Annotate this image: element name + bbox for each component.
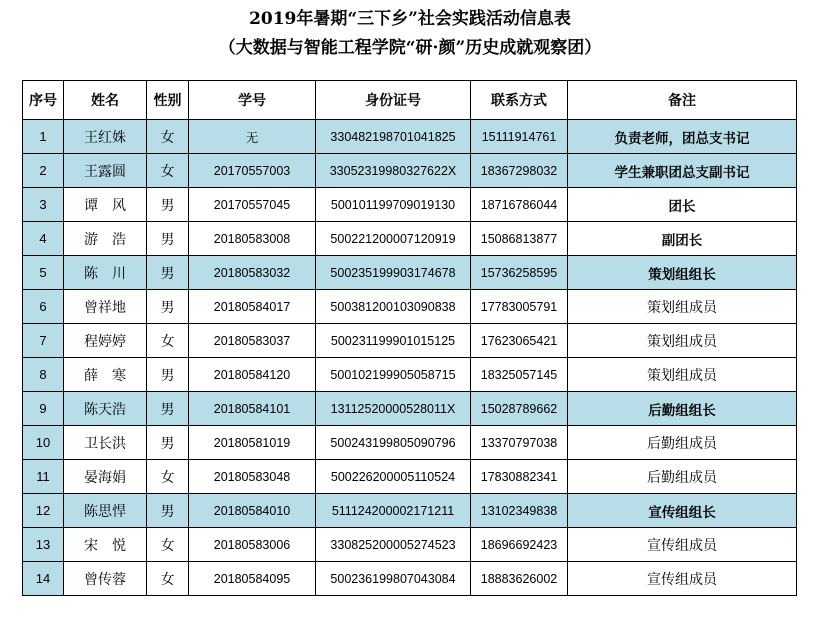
- cell-gender: 男: [147, 290, 189, 324]
- cell-name: 陈天浩: [64, 392, 147, 426]
- header-seq: 序号: [23, 81, 64, 120]
- cell-phone: 18367298032: [471, 154, 568, 188]
- cell-phone: 18696692423: [471, 528, 568, 562]
- cell-id-card: 330482198701041825: [316, 120, 471, 154]
- table-row: [23, 460, 797, 494]
- cell-id-card: 330825200005274523: [316, 528, 471, 562]
- cell-name: 游 浩: [64, 222, 147, 256]
- cell-seq: 9: [23, 392, 64, 426]
- cell-seq: 3: [23, 188, 64, 222]
- cell-phone: 15086813877: [471, 222, 568, 256]
- cell-seq: 11: [23, 460, 64, 494]
- info-table: [22, 80, 797, 596]
- cell-student-id: 20170557003: [189, 154, 316, 188]
- table-row: [23, 528, 797, 562]
- cell-student-id: 20180583037: [189, 324, 316, 358]
- cell-id-card: 500381200103090838: [316, 290, 471, 324]
- cell-id-card: 500226200005110524: [316, 460, 471, 494]
- cell-note: 策划组成员: [568, 324, 797, 358]
- cell-id-card: 500243199805090796: [316, 426, 471, 460]
- cell-note: 宣传组组长: [568, 494, 797, 528]
- cell-note: 策划组成员: [568, 358, 797, 392]
- cell-note: 团长: [568, 188, 797, 222]
- table-row: [23, 562, 797, 596]
- cell-phone: 15736258595: [471, 256, 568, 290]
- header-id-card: 身份证号: [316, 81, 471, 120]
- table-row: [23, 154, 797, 188]
- cell-student-id: 20180584120: [189, 358, 316, 392]
- cell-seq: 10: [23, 426, 64, 460]
- table-row: [23, 426, 797, 460]
- cell-student-id: 20180583032: [189, 256, 316, 290]
- table-row: [23, 494, 797, 528]
- cell-gender: 女: [147, 120, 189, 154]
- header-gender: 性别: [147, 81, 189, 120]
- table-subtitle: （大数据与智能工程学院“研·颜”历史成就观察团）: [218, 38, 602, 58]
- cell-name: 曾传蓉: [64, 562, 147, 596]
- cell-gender: 男: [147, 256, 189, 290]
- cell-gender: 男: [147, 426, 189, 460]
- table-row: [23, 290, 797, 324]
- cell-seq: 2: [23, 154, 64, 188]
- cell-note: 策划组组长: [568, 256, 797, 290]
- cell-name: 王露圆: [64, 154, 147, 188]
- cell-name: 陈 川: [64, 256, 147, 290]
- cell-student-id: 20180584017: [189, 290, 316, 324]
- cell-phone: 13102349838: [471, 494, 568, 528]
- cell-id-card: 500102199905058715: [316, 358, 471, 392]
- cell-seq: 6: [23, 290, 64, 324]
- cell-student-id: 20180584010: [189, 494, 316, 528]
- table-row: [23, 392, 797, 426]
- cell-phone: 17830882341: [471, 460, 568, 494]
- cell-gender: 女: [147, 154, 189, 188]
- cell-name: 晏海娟: [64, 460, 147, 494]
- cell-name: 薛 寒: [64, 358, 147, 392]
- cell-name: 谭 风: [64, 188, 147, 222]
- cell-name: 宋 悦: [64, 528, 147, 562]
- cell-id-card: 13112520000528011X: [316, 392, 471, 426]
- table-row: [23, 324, 797, 358]
- cell-note: 后勤组成员: [568, 460, 797, 494]
- table-title: 2019年暑期“三下乡”社会实践活动信息表: [249, 9, 571, 29]
- cell-gender: 女: [147, 528, 189, 562]
- cell-student-id: 20170557045: [189, 188, 316, 222]
- cell-seq: 1: [23, 120, 64, 154]
- cell-gender: 男: [147, 358, 189, 392]
- header-student-id: 学号: [189, 81, 316, 120]
- cell-id-card: 500231199901015125: [316, 324, 471, 358]
- cell-seq: 4: [23, 222, 64, 256]
- cell-phone: 13370797038: [471, 426, 568, 460]
- cell-seq: 5: [23, 256, 64, 290]
- cell-gender: 女: [147, 562, 189, 596]
- cell-student-id: 无: [189, 120, 316, 154]
- cell-phone: 17623065421: [471, 324, 568, 358]
- cell-seq: 8: [23, 358, 64, 392]
- cell-gender: 男: [147, 494, 189, 528]
- header-note: 备注: [568, 81, 797, 120]
- cell-note: 学生兼职团总支副书记: [568, 154, 797, 188]
- cell-seq: 14: [23, 562, 64, 596]
- table-row: [23, 222, 797, 256]
- cell-note: 后勤组成员: [568, 426, 797, 460]
- cell-id-card: 500101199709019130: [316, 188, 471, 222]
- cell-gender: 男: [147, 222, 189, 256]
- cell-gender: 女: [147, 460, 189, 494]
- cell-note: 副团长: [568, 222, 797, 256]
- cell-name: 陈思悍: [64, 494, 147, 528]
- cell-name: 卫长洪: [64, 426, 147, 460]
- cell-phone: 18325057145: [471, 358, 568, 392]
- table-row: [23, 188, 797, 222]
- cell-id-card: 511124200002171211: [316, 494, 471, 528]
- cell-id-card: 33052319980327622X: [316, 154, 471, 188]
- cell-id-card: 500235199903174678: [316, 256, 471, 290]
- cell-phone: 18716786044: [471, 188, 568, 222]
- cell-phone: 18883626002: [471, 562, 568, 596]
- cell-phone: 17783005791: [471, 290, 568, 324]
- header-phone: 联系方式: [471, 81, 568, 120]
- cell-student-id: 20180583048: [189, 460, 316, 494]
- cell-id-card: 500221200007120919: [316, 222, 471, 256]
- cell-id-card: 500236199807043084: [316, 562, 471, 596]
- cell-gender: 女: [147, 324, 189, 358]
- cell-student-id: 20180584101: [189, 392, 316, 426]
- cell-note: 宣传组成员: [568, 562, 797, 596]
- cell-phone: 15028789662: [471, 392, 568, 426]
- cell-note: 宣传组成员: [568, 528, 797, 562]
- cell-note: 策划组成员: [568, 290, 797, 324]
- cell-student-id: 20180583008: [189, 222, 316, 256]
- cell-note: 负责老师，团总支书记: [568, 120, 797, 154]
- table-row: [23, 120, 797, 154]
- cell-name: 曾祥地: [64, 290, 147, 324]
- cell-student-id: 20180583006: [189, 528, 316, 562]
- cell-student-id: 20180581019: [189, 426, 316, 460]
- cell-gender: 男: [147, 392, 189, 426]
- cell-phone: 15111914761: [471, 120, 568, 154]
- cell-seq: 7: [23, 324, 64, 358]
- header-name: 姓名: [64, 81, 147, 120]
- cell-student-id: 20180584095: [189, 562, 316, 596]
- cell-seq: 13: [23, 528, 64, 562]
- table-row: [23, 358, 797, 392]
- cell-gender: 男: [147, 188, 189, 222]
- cell-note: 后勤组组长: [568, 392, 797, 426]
- cell-seq: 12: [23, 494, 64, 528]
- cell-name: 程婷婷: [64, 324, 147, 358]
- header-row: [23, 81, 797, 120]
- table-row: [23, 256, 797, 290]
- cell-name: 王红姝: [64, 120, 147, 154]
